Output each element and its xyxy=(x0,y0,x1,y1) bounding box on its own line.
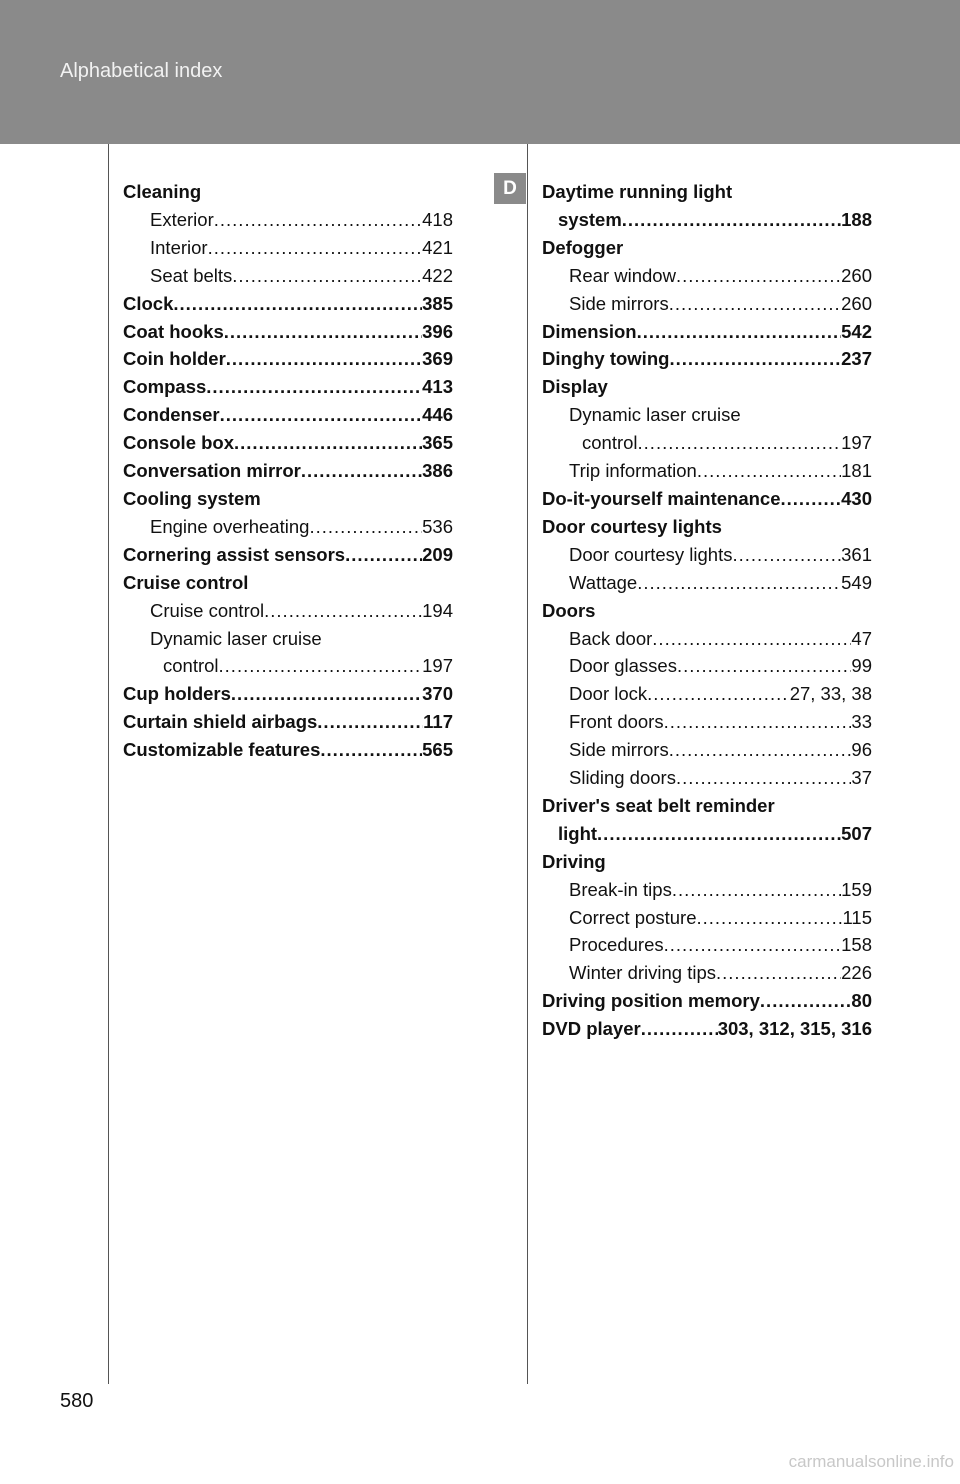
index-entry xyxy=(123,485,453,513)
index-entry xyxy=(542,485,872,513)
entry-row xyxy=(123,290,453,318)
index-entry xyxy=(542,513,872,541)
entry-label: Cooling system xyxy=(123,487,261,509)
dot-leader xyxy=(652,625,851,653)
index-entry xyxy=(123,680,453,708)
dot-leader xyxy=(214,206,422,234)
entry-row xyxy=(150,262,453,290)
entry-row xyxy=(123,345,453,373)
dot-leader xyxy=(697,457,841,485)
dot-leader xyxy=(208,234,423,262)
entry-label: Coat hooks xyxy=(123,320,224,342)
entry-row xyxy=(123,680,453,708)
dot-leader xyxy=(669,345,841,373)
entry-pages: 430 xyxy=(841,487,872,509)
entry-label: Dynamic laser cruise xyxy=(150,627,322,649)
entry-label: Clock xyxy=(123,292,174,314)
index-entry xyxy=(542,625,872,653)
entry-row xyxy=(123,457,453,485)
entry-row xyxy=(569,457,872,485)
entry-row xyxy=(123,541,453,569)
entry-pages: 413 xyxy=(422,376,453,398)
entry-label: Display xyxy=(542,376,608,398)
entry-label: Door lock xyxy=(569,683,648,705)
entry-pages: 115 xyxy=(842,906,872,928)
dot-leader xyxy=(641,1015,718,1043)
entry-pages: 507 xyxy=(841,822,872,844)
index-entry xyxy=(123,457,453,485)
dot-leader xyxy=(231,680,422,708)
index-entry xyxy=(123,262,453,290)
dot-leader xyxy=(669,290,841,318)
index-entry xyxy=(542,569,872,597)
entry-row xyxy=(150,652,453,680)
entry-row xyxy=(150,206,453,234)
dot-leader xyxy=(301,457,422,485)
entry-row xyxy=(569,904,872,932)
entry-pages: 370 xyxy=(422,683,453,705)
index-entry xyxy=(542,652,872,680)
dot-leader xyxy=(173,290,422,318)
entry-row xyxy=(569,680,872,708)
index-entry xyxy=(542,234,872,262)
entry-row xyxy=(123,373,453,401)
dot-leader xyxy=(309,513,422,541)
index-entry xyxy=(542,764,872,792)
index-entry xyxy=(123,736,453,764)
index-entry xyxy=(123,569,453,597)
entry-row xyxy=(542,820,872,848)
entry-pages: 361 xyxy=(841,543,872,565)
entry-pages: 209 xyxy=(422,543,453,565)
entry-pages: 396 xyxy=(422,320,453,342)
entry-pages: 117 xyxy=(423,711,453,733)
dot-leader xyxy=(345,541,422,569)
index-entry xyxy=(542,541,872,569)
entry-pages: 536 xyxy=(422,515,453,537)
watermark: carmanualsonline.info xyxy=(788,1452,954,1471)
entry-label: Doors xyxy=(542,599,596,621)
entry-pages: 237 xyxy=(841,348,872,370)
dot-leader xyxy=(637,318,842,346)
entry-label-continued: system xyxy=(558,208,622,230)
index-entry xyxy=(542,736,872,764)
entry-label: Front doors xyxy=(569,711,664,733)
index-entry xyxy=(123,206,453,234)
entry-label: Door glasses xyxy=(569,655,677,677)
entry-row xyxy=(569,764,872,792)
index-entry xyxy=(542,318,872,346)
dot-leader xyxy=(732,541,841,569)
entry-row xyxy=(569,429,872,457)
entry-pages: 197 xyxy=(841,432,872,454)
index-entry xyxy=(123,708,453,736)
entry-pages: 96 xyxy=(851,739,872,761)
dot-leader xyxy=(669,736,852,764)
index-entry xyxy=(123,541,453,569)
index-entry xyxy=(123,318,453,346)
entry-pages: 37 xyxy=(851,767,872,789)
entry-pages: 260 xyxy=(841,292,872,314)
entry-pages: 385 xyxy=(422,292,453,314)
dot-leader xyxy=(226,345,422,373)
entry-row xyxy=(569,290,872,318)
entry-label: Side mirrors xyxy=(569,292,669,314)
entry-row xyxy=(123,736,453,764)
dot-leader xyxy=(224,318,422,346)
index-entry xyxy=(123,401,453,429)
dot-leader xyxy=(206,373,422,401)
entry-row xyxy=(569,569,872,597)
index-column-left xyxy=(123,178,453,764)
entry-pages: 158 xyxy=(841,934,872,956)
entry-label-continued: control xyxy=(163,655,219,677)
index-entry xyxy=(123,234,453,262)
dot-leader xyxy=(664,708,852,736)
entry-label: Driving position memory xyxy=(542,990,760,1012)
entry-row xyxy=(542,206,872,234)
index-entry xyxy=(542,178,872,234)
index-entry xyxy=(542,708,872,736)
entry-row xyxy=(542,318,872,346)
header-title: Alphabetical index xyxy=(60,60,223,82)
entry-row xyxy=(542,1015,872,1043)
entry-label: Wattage xyxy=(569,571,638,593)
index-entry xyxy=(542,904,872,932)
index-entry xyxy=(542,401,872,457)
index-entry xyxy=(542,876,872,904)
index-entry xyxy=(123,429,453,457)
index-entry xyxy=(542,457,872,485)
entry-row xyxy=(569,625,872,653)
entry-label: Dimension xyxy=(542,320,637,342)
entry-label: Cruise control xyxy=(123,571,249,593)
entry-row xyxy=(542,345,872,373)
entry-label: Door courtesy lights xyxy=(542,515,722,537)
entry-label: Cup holders xyxy=(123,683,231,705)
entry-label: Conversation mirror xyxy=(123,460,301,482)
entry-pages: 47 xyxy=(851,627,872,649)
dot-leader xyxy=(676,764,851,792)
entry-pages: 159 xyxy=(841,878,872,900)
entry-label: Customizable features xyxy=(123,739,321,761)
dot-leader xyxy=(220,401,422,429)
entry-label: Exterior xyxy=(150,208,214,230)
index-entry xyxy=(542,792,872,848)
index-entry xyxy=(542,373,872,401)
dot-leader xyxy=(781,485,842,513)
entry-row xyxy=(123,708,453,736)
index-entry xyxy=(542,262,872,290)
entry-label: Compass xyxy=(123,376,207,398)
entry-label: Cornering assist sensors xyxy=(123,543,346,565)
entry-pages: 542 xyxy=(841,320,872,342)
section-letter-tab: D xyxy=(494,173,526,204)
entry-pages: 303, 312, 315, 316 xyxy=(717,1018,872,1040)
entry-row xyxy=(542,485,872,513)
entry-row xyxy=(123,318,453,346)
index-entry xyxy=(123,373,453,401)
entry-row xyxy=(569,262,872,290)
entry-row xyxy=(569,876,872,904)
entry-pages: 365 xyxy=(422,432,453,454)
entry-pages: 188 xyxy=(841,208,872,230)
index-entry xyxy=(123,625,453,681)
entry-label: Seat belts xyxy=(150,264,233,286)
index-entry xyxy=(542,959,872,987)
entry-label: Break-in tips xyxy=(569,878,672,900)
entry-label: Engine overheating xyxy=(150,515,310,537)
entry-label: Correct posture xyxy=(569,906,697,928)
dot-leader xyxy=(638,429,842,457)
index-entry xyxy=(542,597,872,625)
entry-label: Driving xyxy=(542,850,606,872)
entry-row xyxy=(569,959,872,987)
entry-pages: 226 xyxy=(841,962,872,984)
dot-leader xyxy=(760,987,852,1015)
entry-row xyxy=(569,708,872,736)
entry-label: Console box xyxy=(123,432,235,454)
index-entry xyxy=(123,513,453,541)
dot-leader xyxy=(219,652,423,680)
entry-label-continued: light xyxy=(558,822,598,844)
entry-pages: 386 xyxy=(422,460,453,482)
index-entry xyxy=(123,597,453,625)
entry-row xyxy=(123,401,453,429)
index-entry xyxy=(542,931,872,959)
dot-leader xyxy=(677,652,851,680)
dot-leader xyxy=(637,569,841,597)
entry-pages: 369 xyxy=(422,348,453,370)
entry-label: Back door xyxy=(569,627,653,649)
index-entry xyxy=(542,987,872,1015)
entry-label: Do-it-yourself maintenance xyxy=(542,487,781,509)
entry-row xyxy=(569,931,872,959)
entry-label: Driver's seat belt reminder xyxy=(542,794,775,816)
entry-label: Procedures xyxy=(569,934,664,956)
index-entry xyxy=(123,290,453,318)
entry-row xyxy=(569,652,872,680)
entry-pages: 446 xyxy=(422,404,453,426)
index-entry xyxy=(123,178,453,206)
page-number: 580 xyxy=(60,1390,94,1412)
entry-label-continued: control xyxy=(582,432,638,454)
entry-label: Condenser xyxy=(123,404,220,426)
entry-label: Cruise control xyxy=(150,599,265,621)
index-column-right xyxy=(542,178,872,1043)
entry-pages: 80 xyxy=(851,990,872,1012)
entry-pages: 27, 33, 38 xyxy=(789,683,872,705)
entry-label: Dinghy towing xyxy=(542,348,670,370)
dot-leader xyxy=(317,708,423,736)
dot-leader xyxy=(234,429,422,457)
entry-label: Dynamic laser cruise xyxy=(569,404,741,426)
entry-pages: 421 xyxy=(422,236,453,258)
index-entry xyxy=(123,345,453,373)
entry-label: Interior xyxy=(150,236,208,258)
entry-row xyxy=(150,513,453,541)
entry-pages: 194 xyxy=(422,599,453,621)
entry-pages: 260 xyxy=(841,264,872,286)
entry-label: Cleaning xyxy=(123,181,202,202)
dot-leader xyxy=(597,820,841,848)
entry-pages: 422 xyxy=(422,264,453,286)
entry-label: Sliding doors xyxy=(569,767,676,789)
dot-leader xyxy=(716,959,841,987)
entry-pages: 181 xyxy=(841,460,872,482)
index-entry xyxy=(542,1015,872,1043)
entry-label: Side mirrors xyxy=(569,739,669,761)
dot-leader xyxy=(232,262,422,290)
entry-row xyxy=(150,234,453,262)
entry-pages: 99 xyxy=(851,655,872,677)
dot-leader xyxy=(647,680,790,708)
index-entry xyxy=(542,848,872,876)
dot-leader xyxy=(622,206,841,234)
entry-pages: 418 xyxy=(422,208,453,230)
entry-label: Door courtesy lights xyxy=(569,543,733,565)
dot-leader xyxy=(697,904,843,932)
dot-leader xyxy=(676,262,841,290)
entry-pages: 549 xyxy=(841,571,872,593)
entry-label: Curtain shield airbags xyxy=(123,711,318,733)
index-entry xyxy=(542,345,872,373)
entry-pages: 197 xyxy=(422,655,453,677)
dot-leader xyxy=(664,931,842,959)
entry-row xyxy=(123,429,453,457)
dot-leader xyxy=(264,597,422,625)
index-entry xyxy=(542,680,872,708)
entry-label: Defogger xyxy=(542,236,624,258)
entry-label: Daytime running light xyxy=(542,181,733,202)
entry-row xyxy=(542,987,872,1015)
entry-row xyxy=(150,597,453,625)
entry-label: Rear window xyxy=(569,264,676,286)
column-divider xyxy=(527,144,528,1384)
dot-leader xyxy=(672,876,841,904)
left-margin-rule xyxy=(108,144,109,1384)
index-entry xyxy=(542,290,872,318)
entry-pages: 565 xyxy=(422,739,453,761)
page-header xyxy=(0,0,960,144)
entry-row xyxy=(569,541,872,569)
entry-label: Coin holder xyxy=(123,348,226,370)
dot-leader xyxy=(320,736,422,764)
entry-pages: 33 xyxy=(851,711,872,733)
entry-label: Trip information xyxy=(569,460,697,482)
entry-row xyxy=(569,736,872,764)
entry-label: DVD player xyxy=(542,1018,641,1040)
entry-label: Winter driving tips xyxy=(569,962,717,984)
